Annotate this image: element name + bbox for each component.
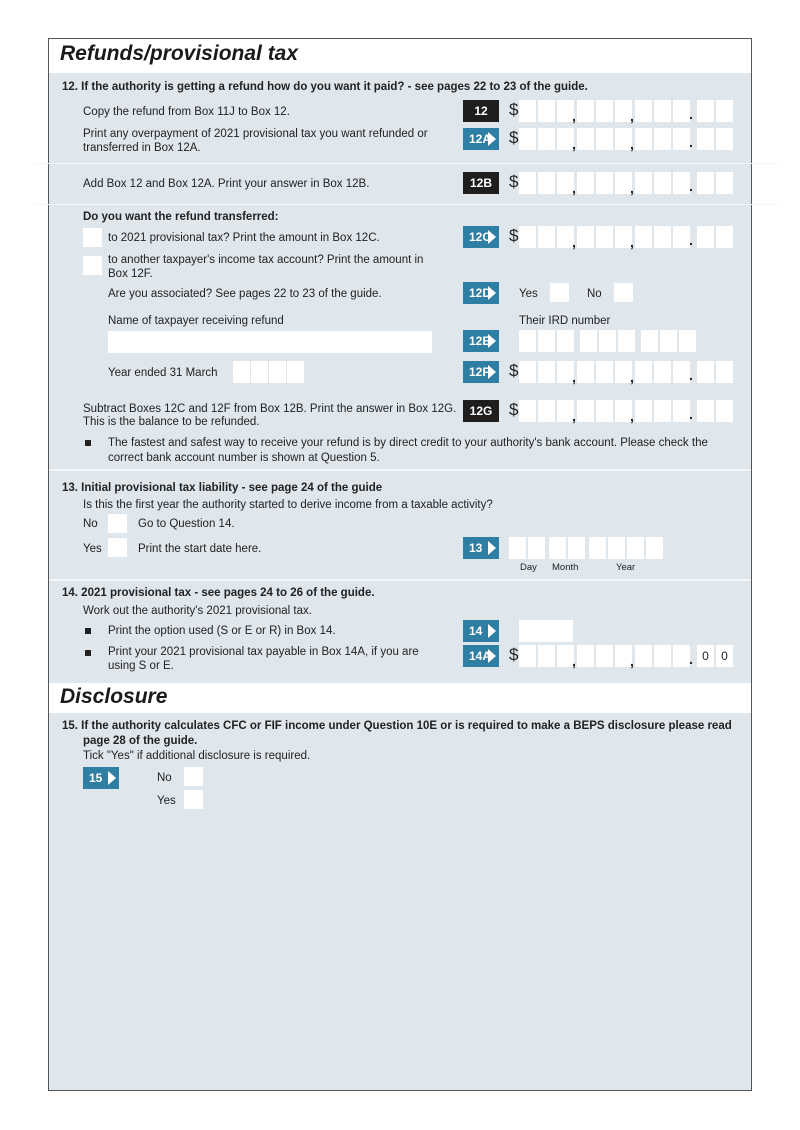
comma-separator: , — [572, 653, 576, 669]
b12a-digit-cell[interactable] — [635, 128, 652, 150]
b12g-digit-cell[interactable] — [635, 400, 652, 422]
b12a-cents-cell[interactable] — [697, 128, 714, 150]
q14-bullet-2b: using S or E. — [108, 660, 174, 672]
comma-separator: , — [630, 136, 634, 152]
associated-yes-checkbox[interactable] — [550, 283, 569, 302]
q13-yes-action: Print the start date here. — [138, 543, 262, 555]
b12c-cents-cell[interactable] — [716, 226, 733, 248]
b12f-digit-cell[interactable] — [519, 361, 536, 383]
b12c-digit-cell[interactable] — [596, 226, 613, 248]
b12b-digit-cell[interactable] — [538, 172, 555, 194]
q14-title: 14. 2021 provisional tax - see pages 24 to 26 of the guide. — [62, 587, 375, 599]
b12f-cents-cell[interactable] — [697, 361, 714, 383]
decimal-point: . — [689, 406, 693, 422]
b12b-digit-cell[interactable] — [673, 172, 690, 194]
date-digit-cell[interactable] — [608, 537, 625, 559]
b12g-digit-cell[interactable] — [538, 400, 555, 422]
q15-yes-label: Yes — [157, 795, 176, 807]
dollar-sign: $ — [509, 645, 519, 664]
q13-title: 13. Initial provisional tax liability - see page 24 of the guide — [62, 482, 383, 494]
section-title-disclosure: Disclosure — [60, 685, 168, 708]
q15-title: 15. If the authority calculates CFC or FIF income under Question 10E or is required to make a BEPS disclosure please read — [62, 720, 732, 732]
dollar-sign: $ — [509, 172, 519, 191]
b12f-digit-cell[interactable] — [635, 361, 652, 383]
b12a-digit-cell[interactable] — [519, 128, 536, 150]
ird-digit-cell[interactable] — [599, 330, 616, 352]
q13-question: Is this the first year the authority started to derive income from a taxable activity? — [83, 499, 493, 511]
b14a-digit-cell[interactable] — [538, 645, 555, 667]
b12f-digit-cell[interactable] — [673, 361, 690, 383]
associated-no-label: No — [587, 288, 602, 300]
b12-digit-cell[interactable] — [635, 100, 652, 122]
subtract-text: Subtract Boxes 12C and 12F from Box 12B. Print the answer in Box 12G. — [83, 403, 457, 415]
date-digit-cell[interactable] — [627, 537, 644, 559]
ird-digit-cell[interactable] — [557, 330, 574, 352]
comma-separator: , — [630, 653, 634, 669]
to-provisional-text: to 2021 provisional tax? Print the amount in Box 12C. — [108, 232, 380, 244]
b12g-digit-cell[interactable] — [596, 400, 613, 422]
b12g-digit-cell[interactable] — [577, 400, 594, 422]
b12a-cents-cell[interactable] — [716, 128, 733, 150]
q12a-text: Print any overpayment of 2021 provisional tax you want refunded or — [83, 128, 428, 140]
year-label: Year — [616, 562, 636, 573]
b12c-digit-cell[interactable] — [577, 226, 594, 248]
b14a-digit-cell[interactable] — [635, 645, 652, 667]
year-digit-cell[interactable] — [269, 361, 286, 383]
section-title-refunds: Refunds/provisional tax — [60, 42, 299, 65]
b12b-cents-cell[interactable] — [697, 172, 714, 194]
subtract-text-2: This is the balance to be refunded. — [83, 416, 260, 428]
q14-bullet-2: Print your 2021 provisional tax payable in Box 14A, if you are — [108, 646, 419, 658]
comma-separator: , — [630, 180, 634, 196]
box-label-b15: 15 — [83, 767, 119, 789]
b12b-digit-cell[interactable] — [596, 172, 613, 194]
q14-bullet-1: Print the option used (S or E or R) in Box 14. — [108, 625, 336, 637]
b12b-digit-cell[interactable] — [577, 172, 594, 194]
b12g-digit-cell[interactable] — [519, 400, 536, 422]
b14a-digit-cell[interactable] — [673, 645, 690, 667]
divider — [34, 204, 780, 205]
q12b-text: Add Box 12 and Box 12A. Print your answer in Box 12B. — [83, 178, 370, 190]
box-label-b12g: 12G — [463, 400, 499, 422]
b12c-cents-cell[interactable] — [697, 226, 714, 248]
decimal-point: . — [689, 232, 693, 248]
box-label-b12: 12 — [463, 100, 499, 122]
b12c-digit-cell[interactable] — [654, 226, 671, 248]
decimal-point: . — [689, 178, 693, 194]
taxpayer-name-input[interactable] — [108, 331, 432, 353]
b12g-digit-cell[interactable] — [673, 400, 690, 422]
b12-digit-cell[interactable] — [538, 100, 555, 122]
date-digit-cell[interactable] — [568, 537, 585, 559]
b12f-digit-cell[interactable] — [654, 361, 671, 383]
b14a-digit-cell[interactable] — [654, 645, 671, 667]
date-digit-cell[interactable] — [646, 537, 663, 559]
bullet-icon — [85, 440, 91, 446]
ird-digit-cell[interactable] — [641, 330, 658, 352]
transfer-question: Do you want the refund transferred: — [83, 211, 279, 223]
b12a-digit-cell[interactable] — [538, 128, 555, 150]
year-digit-cell[interactable] — [287, 361, 304, 383]
associated-text: Are you associated? See pages 22 to 23 of the guide. — [108, 288, 382, 300]
b14a-digit-cell[interactable] — [577, 645, 594, 667]
b12-digit-cell[interactable] — [673, 100, 690, 122]
comma-separator: , — [572, 136, 576, 152]
q13-yes-checkbox[interactable] — [108, 538, 127, 557]
ird-digit-cell[interactable] — [660, 330, 677, 352]
box-label-b12d: 12D — [463, 282, 499, 304]
b12f-digit-cell[interactable] — [577, 361, 594, 383]
b12g-cents-cell[interactable] — [716, 400, 733, 422]
b12-digit-cell[interactable] — [654, 100, 671, 122]
q14-intro: Work out the authority's 2021 provisional tax. — [83, 605, 312, 617]
date-digit-cell[interactable] — [589, 537, 606, 559]
box-label-b12c: 12C — [463, 226, 499, 248]
ird-digit-cell[interactable] — [580, 330, 597, 352]
box-label-b14: 14 — [463, 620, 499, 642]
q13-no-action: Go to Question 14. — [138, 518, 235, 530]
b12-digit-cell[interactable] — [519, 100, 536, 122]
decimal-point: . — [689, 367, 693, 383]
box-label-b12b: 12B — [463, 172, 499, 194]
q15-tick-text: Tick "Yes" if additional disclosure is required. — [83, 750, 311, 762]
q12-title: 12. If the authority is getting a refund how do you want it paid? - see pages 22 to 23 of the guide. — [62, 81, 588, 93]
bullet-icon — [85, 628, 91, 634]
b12f-cents-cell[interactable] — [716, 361, 733, 383]
comma-separator: , — [572, 234, 576, 250]
b12-cents-cell[interactable] — [697, 100, 714, 122]
q13-no-checkbox[interactable] — [108, 514, 127, 533]
comma-separator: , — [630, 369, 634, 385]
comma-separator: , — [630, 234, 634, 250]
date-digit-cell[interactable] — [549, 537, 566, 559]
dollar-sign: $ — [509, 226, 519, 245]
comma-separator: , — [572, 108, 576, 124]
b14a-cents-cell[interactable]: 0 — [716, 645, 733, 667]
box-label-b13: 13 — [463, 537, 499, 559]
box-14-input[interactable] — [519, 620, 573, 642]
divider — [34, 163, 780, 164]
date-digit-cell[interactable] — [528, 537, 545, 559]
b12b-cents-cell[interactable] — [716, 172, 733, 194]
b14a-digit-cell[interactable] — [519, 645, 536, 667]
b12c-digit-cell[interactable] — [673, 226, 690, 248]
year-ended-label: Year ended 31 March — [108, 367, 218, 379]
bank-note-2: correct bank account number is shown at Question 5. — [108, 452, 380, 464]
b12c-digit-cell[interactable] — [635, 226, 652, 248]
b12g-cents-cell[interactable] — [697, 400, 714, 422]
b12f-digit-cell[interactable] — [538, 361, 555, 383]
dollar-sign: $ — [509, 128, 519, 147]
q13-yes-label: Yes — [83, 543, 102, 555]
b12f-digit-cell[interactable] — [596, 361, 613, 383]
comma-separator: , — [572, 180, 576, 196]
dollar-sign: $ — [509, 100, 519, 119]
q12-copy-text: Copy the refund from Box 11J to Box 12. — [83, 106, 290, 118]
b12-digit-cell[interactable] — [596, 100, 613, 122]
bank-note: The fastest and safest way to receive your refund is by direct credit to your authority's bank account. Please check the — [108, 437, 708, 449]
q15-title-2: page 28 of the guide. — [83, 735, 198, 747]
comma-separator: , — [630, 408, 634, 424]
to-other-text-2: Box 12F. — [108, 268, 153, 280]
taxpayer-name-label: Name of taxpayer receiving refund — [108, 315, 284, 327]
b12b-digit-cell[interactable] — [519, 172, 536, 194]
b14a-digit-cell[interactable] — [596, 645, 613, 667]
decimal-point: . — [689, 106, 693, 122]
b12a-digit-cell[interactable] — [577, 128, 594, 150]
q13-no-label: No — [83, 518, 98, 530]
dollar-sign: $ — [509, 361, 519, 380]
q15-yes-checkbox[interactable] — [184, 790, 203, 809]
ird-number-label: Their IRD number — [519, 315, 611, 327]
to-other-text: to another taxpayer's income tax account? Print the amount in — [108, 254, 424, 266]
b12-cents-cell[interactable] — [716, 100, 733, 122]
box-label-b14a: 14A — [463, 645, 499, 667]
q15-no-checkbox[interactable] — [184, 767, 203, 786]
b12c-digit-cell[interactable] — [519, 226, 536, 248]
box-label-b12a: 12A — [463, 128, 499, 150]
year-digit-cell[interactable] — [233, 361, 250, 383]
comma-separator: , — [572, 369, 576, 385]
decimal-point: . — [689, 651, 693, 667]
transfer-provisional-checkbox[interactable] — [83, 228, 102, 247]
year-digit-cell[interactable] — [251, 361, 268, 383]
b12c-digit-cell[interactable] — [538, 226, 555, 248]
ird-digit-cell[interactable] — [679, 330, 696, 352]
ird-digit-cell[interactable] — [519, 330, 536, 352]
bullet-icon — [85, 650, 91, 656]
b12b-digit-cell[interactable] — [635, 172, 652, 194]
q15-no-label: No — [157, 772, 172, 784]
associated-no-checkbox[interactable] — [614, 283, 633, 302]
box-label-b12e: 12E — [463, 330, 499, 352]
b12a-digit-cell[interactable] — [654, 128, 671, 150]
b12a-digit-cell[interactable] — [596, 128, 613, 150]
decimal-point: . — [689, 134, 693, 150]
month-label: Month — [552, 562, 579, 573]
day-label: Day — [520, 562, 537, 573]
ird-digit-cell[interactable] — [538, 330, 555, 352]
b14a-cents-cell[interactable]: 0 — [697, 645, 714, 667]
b12-digit-cell[interactable] — [577, 100, 594, 122]
ird-digit-cell[interactable] — [618, 330, 635, 352]
b12b-digit-cell[interactable] — [654, 172, 671, 194]
associated-yes-label: Yes — [519, 288, 538, 300]
q12a-text-2: transferred in Box 12A. — [83, 142, 201, 154]
date-digit-cell[interactable] — [509, 537, 526, 559]
box-label-b12f: 12F — [463, 361, 499, 383]
b12a-digit-cell[interactable] — [673, 128, 690, 150]
comma-separator: , — [572, 408, 576, 424]
comma-separator: , — [630, 108, 634, 124]
b12g-digit-cell[interactable] — [654, 400, 671, 422]
transfer-other-checkbox[interactable] — [83, 256, 102, 275]
dollar-sign: $ — [509, 400, 519, 419]
